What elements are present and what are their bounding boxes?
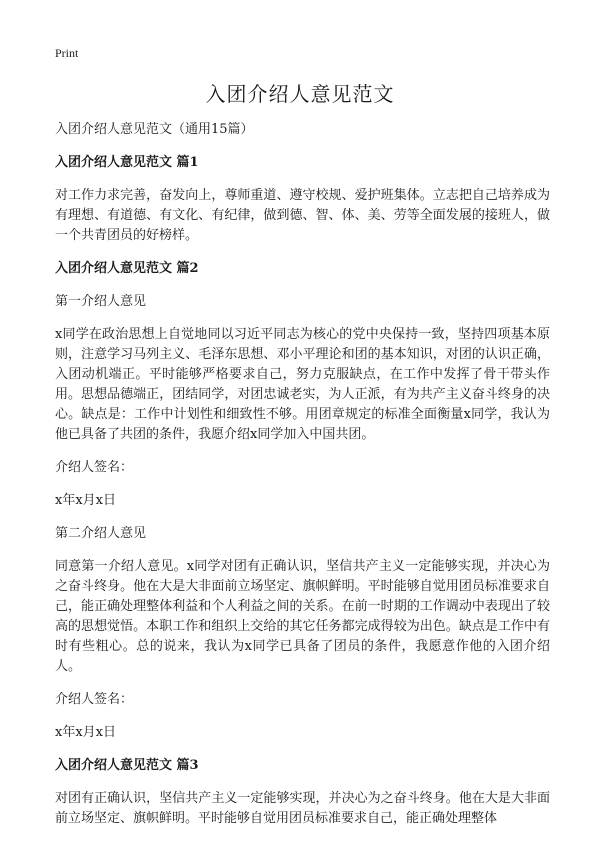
date-line: x年x月x日	[55, 725, 116, 740]
paragraph-second-introducer-label: 第二介绍人意见	[55, 526, 147, 541]
document-title: 入团介绍人意见范文	[205, 82, 395, 106]
date-line: x年x月x日	[55, 493, 116, 508]
section-heading-1: 入团介绍人意见范文 篇1	[55, 155, 199, 170]
section-heading-3: 入团介绍人意见范文 篇3	[55, 758, 199, 773]
paragraph: 对工作力求完善，奋发向上，尊师重道、遵守校规、爱护班集体。立志把自己培养成为有理想、有道德、有文化、有纪律，做到德、智、体、美、劳等全面发展的接班人，做一个共青团员的好榜样。	[55, 188, 550, 243]
document-body	[55, 120, 550, 842]
paragraph: x同学在政治思想上自觉地同以习近平同志为核心的党中央保持一致，坚持四项基本原则，注意学习马列主义、毛泽东思想、邓小平理论和团的基本知识，对团的认识正确，入团动机端正。平时能够严格要求自己，努力克服缺点，在工作中发挥了骨干带头作用。思想品德端正，团结同学，对团忠诚老实，为人正派，有为共产主义奋斗终身的决心。缺点是：工作中计划性和细致性不够。用团章规定的标准全面衡量x同学，我认为他已具备了共团的条件，我愿介绍x同学加入中国共团。	[55, 327, 550, 442]
paragraph: 对团有正确认识，坚信共产主义一定能够实现，并决心为之奋斗终身。他在大是大非面前立场坚定、旗帜鲜明。平时能够自觉用团员标准要求自己，能正确处理整体	[55, 791, 550, 826]
paragraph-first-introducer-label: 第一介绍人意见	[55, 294, 147, 309]
document-subtitle: 入团介绍人意见范文（通用15篇）	[55, 122, 254, 137]
section-heading-2: 入团介绍人意见范文 篇2	[55, 261, 199, 276]
paragraph: 同意第一介绍人意见。x同学对团有正确认识，坚信共产主义一定能够实现，并决心为之奋斗终身。他在大是大非面前立场坚定、旗帜鲜明。平时能够自觉用团员标准要求自己，能正确处理整体利益和个人利益之间的关系。在前一时期的工作调动中表现出了较高的思想觉悟。本职工作和组织上交给的其它任务都完成得较为出色。缺点是工作中有时有些粗心。总的说来，我认为x同学已具备了团员的条件，我愿意作他的入团介绍人。	[55, 559, 550, 674]
signature-label: 介绍人签名：	[55, 692, 134, 707]
print-link[interactable]: Print	[55, 46, 79, 60]
signature-label: 介绍人签名：	[55, 460, 134, 475]
